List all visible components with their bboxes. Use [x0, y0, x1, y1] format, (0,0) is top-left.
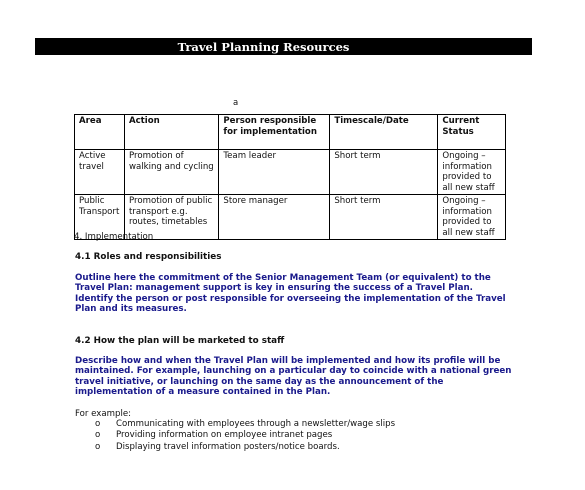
cell-area: Public Transport	[75, 195, 125, 240]
cell-status: Ongoing – information provided to all new staff	[438, 195, 506, 240]
header-current-status: Current Status	[438, 115, 506, 150]
cell-timescale: Short term	[330, 150, 438, 195]
list-item	[95, 419, 395, 430]
bullet-marker: o	[95, 430, 101, 441]
table-header-row	[75, 115, 506, 150]
cell-area: Active travel	[75, 150, 125, 195]
document-title: Travel Planning Resources	[177, 39, 350, 54]
cell-action: Promotion of public transport e.g. routes, timetables	[124, 195, 218, 240]
section-4-1-heading: 4.1 Roles and responsibilities	[75, 252, 222, 262]
travel-plan-table	[74, 114, 506, 240]
header-area: Area	[75, 115, 125, 150]
section-4-label: 4. Implementation	[74, 232, 154, 242]
for-example-label: For example:	[75, 409, 132, 419]
header-timescale: Timescale/Date	[330, 115, 438, 150]
cell-action: Promotion of walking and cycling	[124, 150, 218, 195]
bullet-text: Communicating with employees through a newsletter/wage slips	[116, 419, 396, 429]
cell-status: Ongoing – information provided to all new staff	[438, 150, 506, 195]
header-person-responsible: Person responsible for implementation	[219, 115, 330, 150]
table-row	[75, 150, 506, 195]
bullet-marker: o	[95, 419, 101, 429]
bullet-text: Displaying travel information posters/notice boards.	[116, 441, 340, 452]
bullet-marker: o	[95, 441, 101, 452]
section-4-2-heading: 4.2 How the plan will be marketed to staff	[75, 336, 285, 346]
section-4-1-paragraph-1: Outline here the commitment of the Senior Management Team (or equivalent) to the Travel Plan: management support is key in ensuring the success of a Travel Plan.	[75, 273, 491, 294]
example-bullet-list	[95, 419, 395, 453]
list-item	[95, 442, 395, 453]
cell-timescale: Short term	[330, 195, 438, 240]
section-4-1-body	[75, 273, 515, 315]
header-action: Action	[124, 115, 218, 150]
stray-character: a	[233, 98, 239, 108]
section-4-1-paragraph-2: Identify the person or post responsible for overseeing the implementation of the Travel Plan and its measures.	[75, 293, 506, 315]
cell-person: Team leader	[219, 150, 330, 195]
cell-person: Store manager	[219, 195, 330, 240]
document-title-bar	[35, 38, 532, 55]
list-item	[95, 430, 395, 441]
section-4-2-paragraph: Describe how and when the Travel Plan will be implemented and how its profile will be maintained. For example, launching on a particular day to coincide with a national green travel initiative, or launching on the same day as the announcement of the implementation of a measure contained in the Plan.	[75, 356, 512, 398]
bullet-text: Providing information on employee intranet pages	[116, 430, 333, 441]
